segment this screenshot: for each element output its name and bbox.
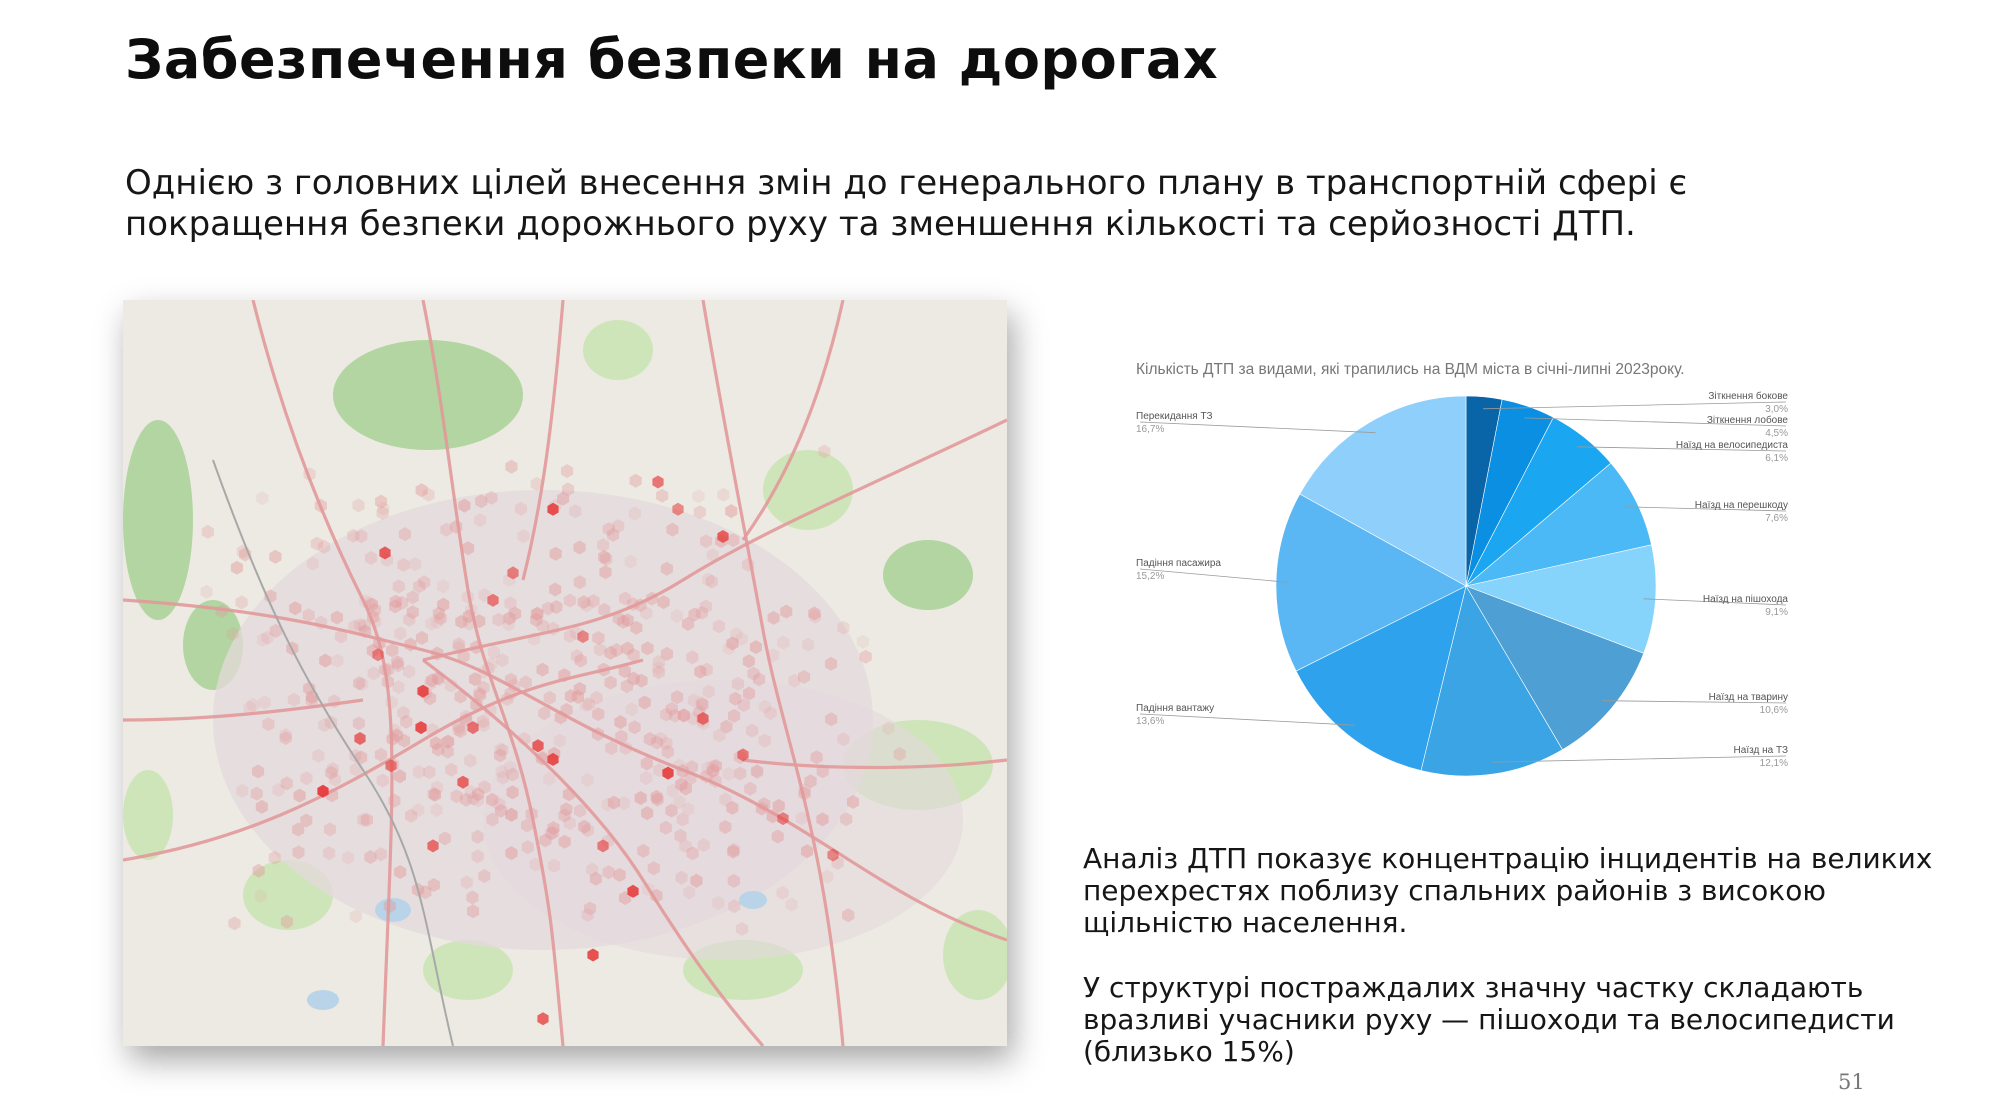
slice-label: Перекидання ТЗ xyxy=(1136,411,1213,422)
slice-label: Падіння пасажира xyxy=(1136,558,1221,569)
leader-line xyxy=(1483,402,1786,409)
analysis-paragraph: Аналіз ДТП показує концентрацію інцидентів на великих перехрестях поблизу спальних районів з високою щільністю населення. xyxy=(1083,842,1933,939)
slice-label: Наїзд на тварину xyxy=(1708,692,1788,703)
slice-label: Наїзд на перешкоду xyxy=(1694,500,1788,511)
page-number: 51 xyxy=(1838,1070,1865,1094)
slice-label: Зіткнення бокове xyxy=(1708,391,1788,402)
slice-value: 6,1% xyxy=(1765,453,1788,464)
slice-value: 13,6% xyxy=(1136,716,1165,727)
slice-label: Зіткнення лобове xyxy=(1706,415,1788,426)
slice-label: Наїзд на ТЗ xyxy=(1733,745,1788,756)
slice-value: 9,1% xyxy=(1765,607,1788,618)
slice-value: 10,6% xyxy=(1759,705,1788,716)
intro-line: покращення безпеки дорожнього руху та зменшення кількості та серйозності ДТП. xyxy=(125,204,1636,244)
accident-types-pie-chart xyxy=(1120,350,1820,780)
slice-label: Наїзд на пішохода xyxy=(1702,594,1788,605)
slice-value: 4,5% xyxy=(1765,428,1788,439)
accident-heatmap-graphic xyxy=(123,300,1007,1046)
pie-chart-svg xyxy=(1120,350,1820,780)
map-water xyxy=(739,891,767,909)
intro-text xyxy=(125,163,1925,245)
accident-heatmap xyxy=(123,300,1007,1046)
slice-label: Падіння вантажу xyxy=(1136,703,1215,714)
intro-line: Однією з головних цілей внесення змін до генерального плану в транспортній сфері є xyxy=(125,163,1688,203)
leader-line xyxy=(1140,714,1355,725)
map-greenery xyxy=(333,340,523,450)
analysis-text xyxy=(1083,843,1963,1068)
analysis-paragraph: У структурі постраждалих значну частку складають вразливі учасники руху — пішоходи та велосипедисти (близько 15%) xyxy=(1083,971,1895,1068)
slice-value: 3,0% xyxy=(1765,404,1788,415)
page-title: Забезпечення безпеки на дорогах xyxy=(125,28,1219,91)
map-greenery xyxy=(583,320,653,380)
slice-value: 15,2% xyxy=(1136,571,1165,582)
map-greenery xyxy=(883,540,973,610)
map-greenery xyxy=(123,420,193,620)
slice-value: 16,7% xyxy=(1136,424,1165,435)
map-greenery xyxy=(763,450,853,530)
slice-label: Наїзд на велосипедиста xyxy=(1675,440,1788,451)
slice-value: 7,6% xyxy=(1765,513,1788,524)
slice-value: 12,1% xyxy=(1759,758,1788,769)
leader-line xyxy=(1140,422,1376,433)
map-greenery xyxy=(123,770,173,860)
map-water xyxy=(307,990,339,1010)
chart-title: Кількість ДТП за видами, які трапились на ВДМ міста в січні-липні 2023року. xyxy=(1136,361,1685,378)
